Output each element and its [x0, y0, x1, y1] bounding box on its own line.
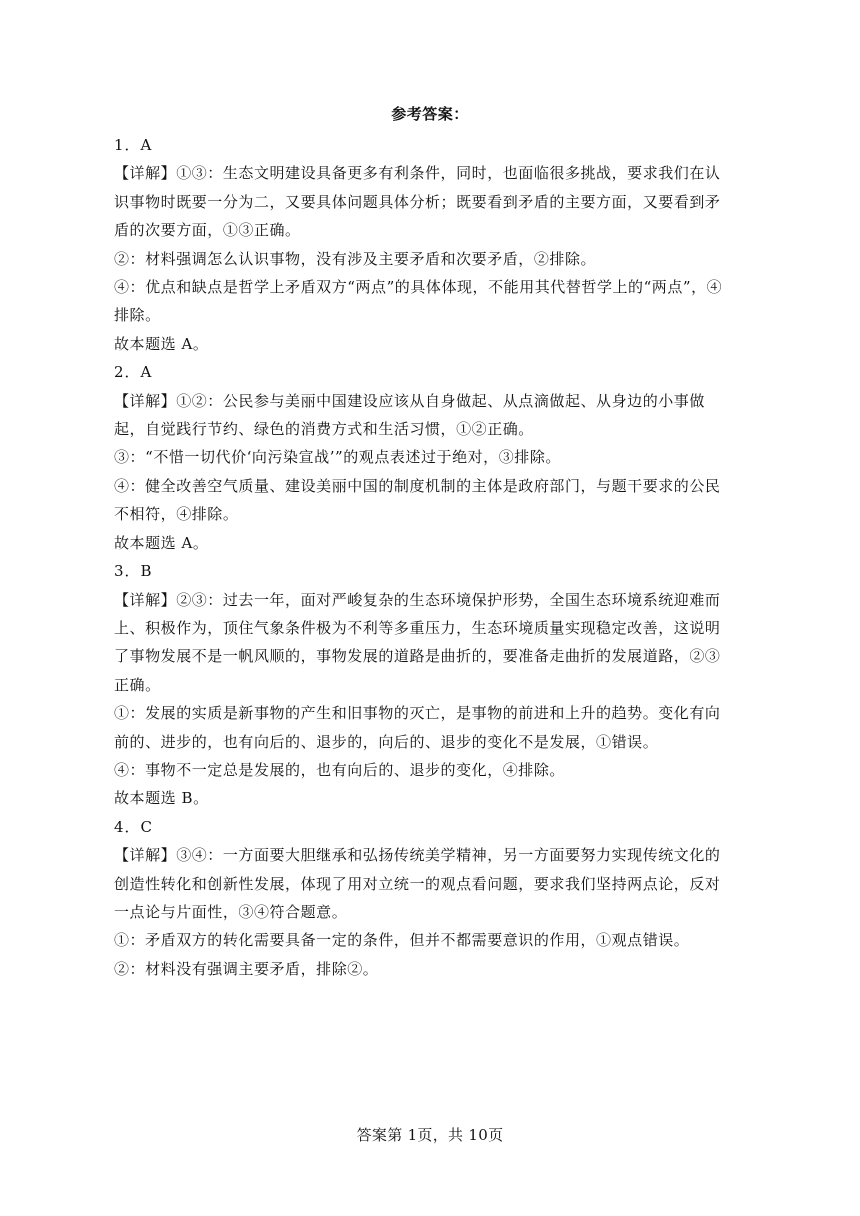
conclusion-line: 故本题选 A。 — [114, 533, 209, 552]
explanation-paragraph: 【详解】①③：生态文明建设具备更多有利条件，同时，也面临很多挑战，要求我们在认识事物时既要一分为二，又要具体问题具体分析；既要看到矛盾的主要方面，又要看到矛盾的次要方面，①③正确。 — [114, 164, 721, 240]
explanation-paragraph: ①：发展的实质是新事物的产生和旧事物的灭亡，是事物的前进和上升的趋势。变化有向前的、进步的，也有向后的、退步的，向后的、退步的变化不是发展，①错误。 — [114, 704, 721, 751]
explanation-paragraph: 【详解】②③：过去一年，面对严峻复杂的生态环境保护形势，全国生态环境系统迎难而上、积极作为，顶住气象条件极为不利等多重压力，生态环境质量实现稳定改善，这说明了事物发展不是一帆风顺的，事物发展的道路是曲折的，要准备走曲折的发展道路，②③正确。 — [114, 590, 721, 694]
page-footer: 答案第 1页，共 10页 — [356, 1126, 504, 1144]
explanation-paragraph: ②：材料强调怎么认识事物，没有涉及主要矛盾和次要矛盾，②排除。 — [114, 249, 597, 268]
explanation-paragraph: ①：矛盾双方的转化需要具备一定的条件，但并不都需要意识的作用，①观点错误。 — [114, 931, 690, 950]
explanation-paragraph: ②：材料没有强调主要矛盾，排除②。 — [114, 959, 379, 978]
question-number: 4．C — [114, 817, 154, 836]
explanation-paragraph: ④：优点和缺点是哲学上矛盾双方“两点”的具体体现，不能用其代替哲学上的“两点”，④排除。 — [114, 278, 723, 325]
conclusion-line: 故本题选 B。 — [114, 789, 209, 808]
question-number: 2．A — [114, 363, 153, 382]
explanation-paragraph: 【详解】③④：一方面要大胆继承和弘扬传统美学精神，另一方面要努力实现传统文化的创造性转化和创新性发展，体现了用对立统一的观点看问题，要求我们坚持两点论，反对一点论与片面性，③④符合题意。 — [114, 846, 721, 921]
conclusion-line: 故本题选 A。 — [114, 334, 209, 353]
explanation-paragraph: ④：事物不一定总是发展的，也有向后的、退步的变化，④排除。 — [114, 760, 565, 779]
question-number: 3．B — [114, 562, 153, 581]
answer-list — [114, 131, 734, 983]
question-number: 1．A — [114, 136, 153, 154]
page-title: 参考答案： — [391, 105, 469, 123]
explanation-paragraph: ③：“不惜一切代价‘向污染宣战’”的观点表述过于绝对，③排除。 — [114, 448, 561, 467]
explanation-paragraph: ④：健全改善空气质量、建设美丽中国的制度机制的主体是政府部门，与题干要求的公民不相符，④排除。 — [114, 476, 721, 524]
explanation-paragraph: 【详解】①②：公民参与美丽中国建设应该从自身做起、从点滴做起、从身边的小事做起，自觉践行节约、绿色的消费方式和生活习惯，①②正确。 — [114, 391, 705, 439]
